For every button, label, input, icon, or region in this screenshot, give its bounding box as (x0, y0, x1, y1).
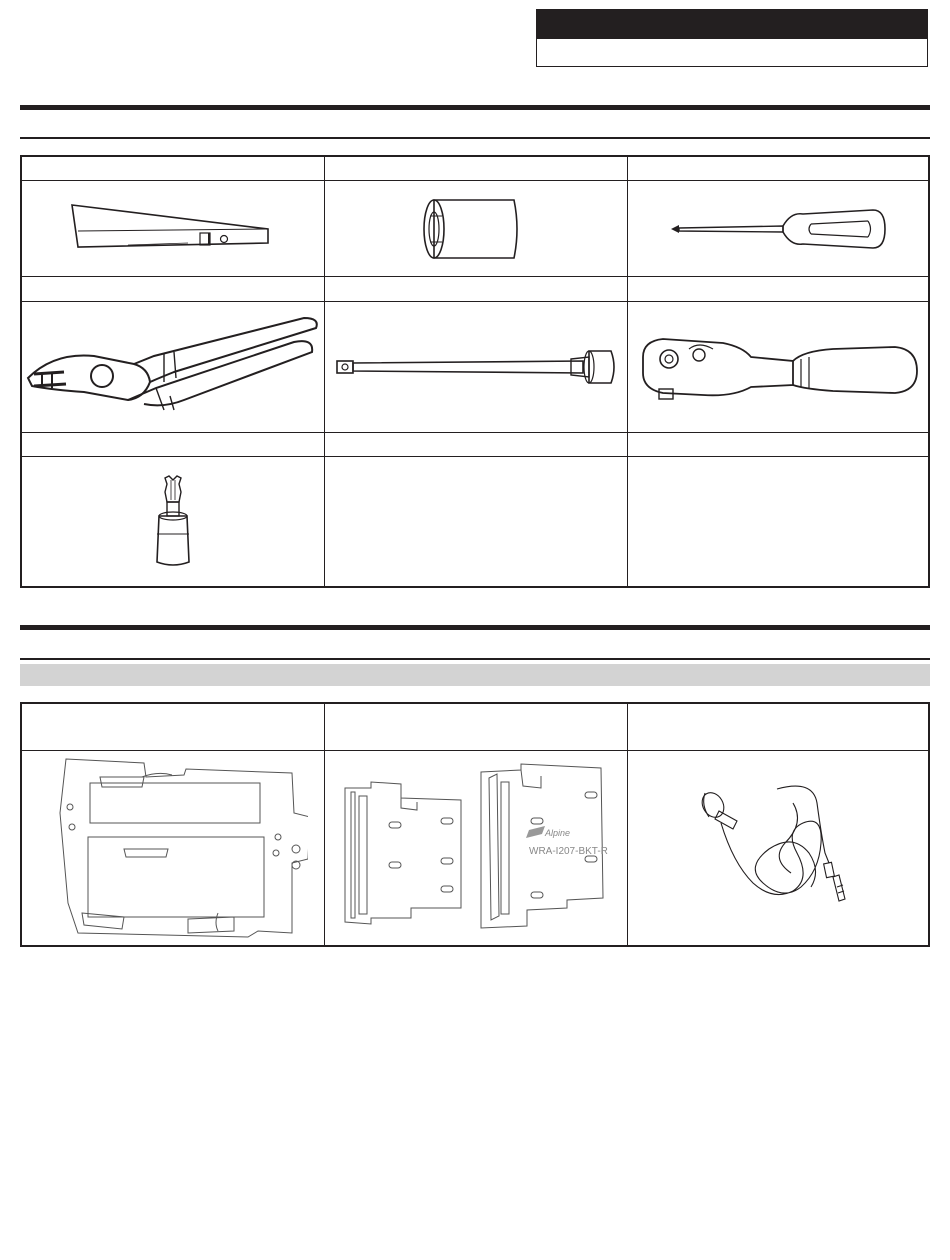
tool-image-cell-empty (325, 457, 628, 586)
tool-image-cell (22, 181, 325, 277)
section-rule-thick (20, 105, 930, 110)
tool-image-cell (22, 302, 325, 433)
torx-bit-socket-icon (143, 472, 203, 572)
tool-label (325, 157, 628, 181)
section-rule-thin (20, 658, 930, 660)
bracket-marking: WRA-I207-BKT-R (529, 846, 608, 857)
part-label (628, 704, 928, 751)
tool-label (628, 433, 928, 457)
tool-label (628, 157, 928, 181)
part-image-cell (628, 751, 928, 945)
header-subtitle (537, 39, 927, 66)
tool-image-cell (628, 302, 928, 433)
microphone-icon (693, 783, 863, 913)
tool-image-cell (325, 181, 628, 277)
tool-label (22, 157, 325, 181)
ratchet-icon (633, 327, 923, 407)
tool-label (325, 277, 628, 302)
tool-image-cell (22, 457, 325, 586)
mounting-bracket-icon (38, 753, 308, 943)
tool-label (22, 277, 325, 302)
tool-label (22, 433, 325, 457)
side-brackets-icon (331, 758, 621, 938)
panel-removal-tool-icon (68, 199, 278, 259)
parts-note-band (20, 664, 930, 686)
tool-image-cell (325, 302, 628, 433)
crimping-pliers-icon (24, 312, 322, 422)
header-title (537, 10, 927, 39)
part-image-cell (325, 751, 628, 945)
phillips-screwdriver-icon (663, 204, 893, 254)
tool-image-cell (628, 181, 928, 277)
section-rule-thin (20, 137, 930, 139)
header-box (536, 9, 928, 67)
tool-image-cell-empty (628, 457, 928, 586)
parts-grid (20, 702, 930, 947)
socket-icon (416, 194, 536, 264)
part-label (22, 704, 325, 751)
part-label (325, 704, 628, 751)
tools-grid (20, 155, 930, 588)
svg-text:Alpine: Alpine (545, 828, 571, 838)
section-rule-thick (20, 625, 930, 630)
tool-label (325, 433, 628, 457)
part-image-cell (22, 751, 325, 945)
tool-label (628, 277, 928, 302)
socket-extension-icon (331, 337, 621, 397)
